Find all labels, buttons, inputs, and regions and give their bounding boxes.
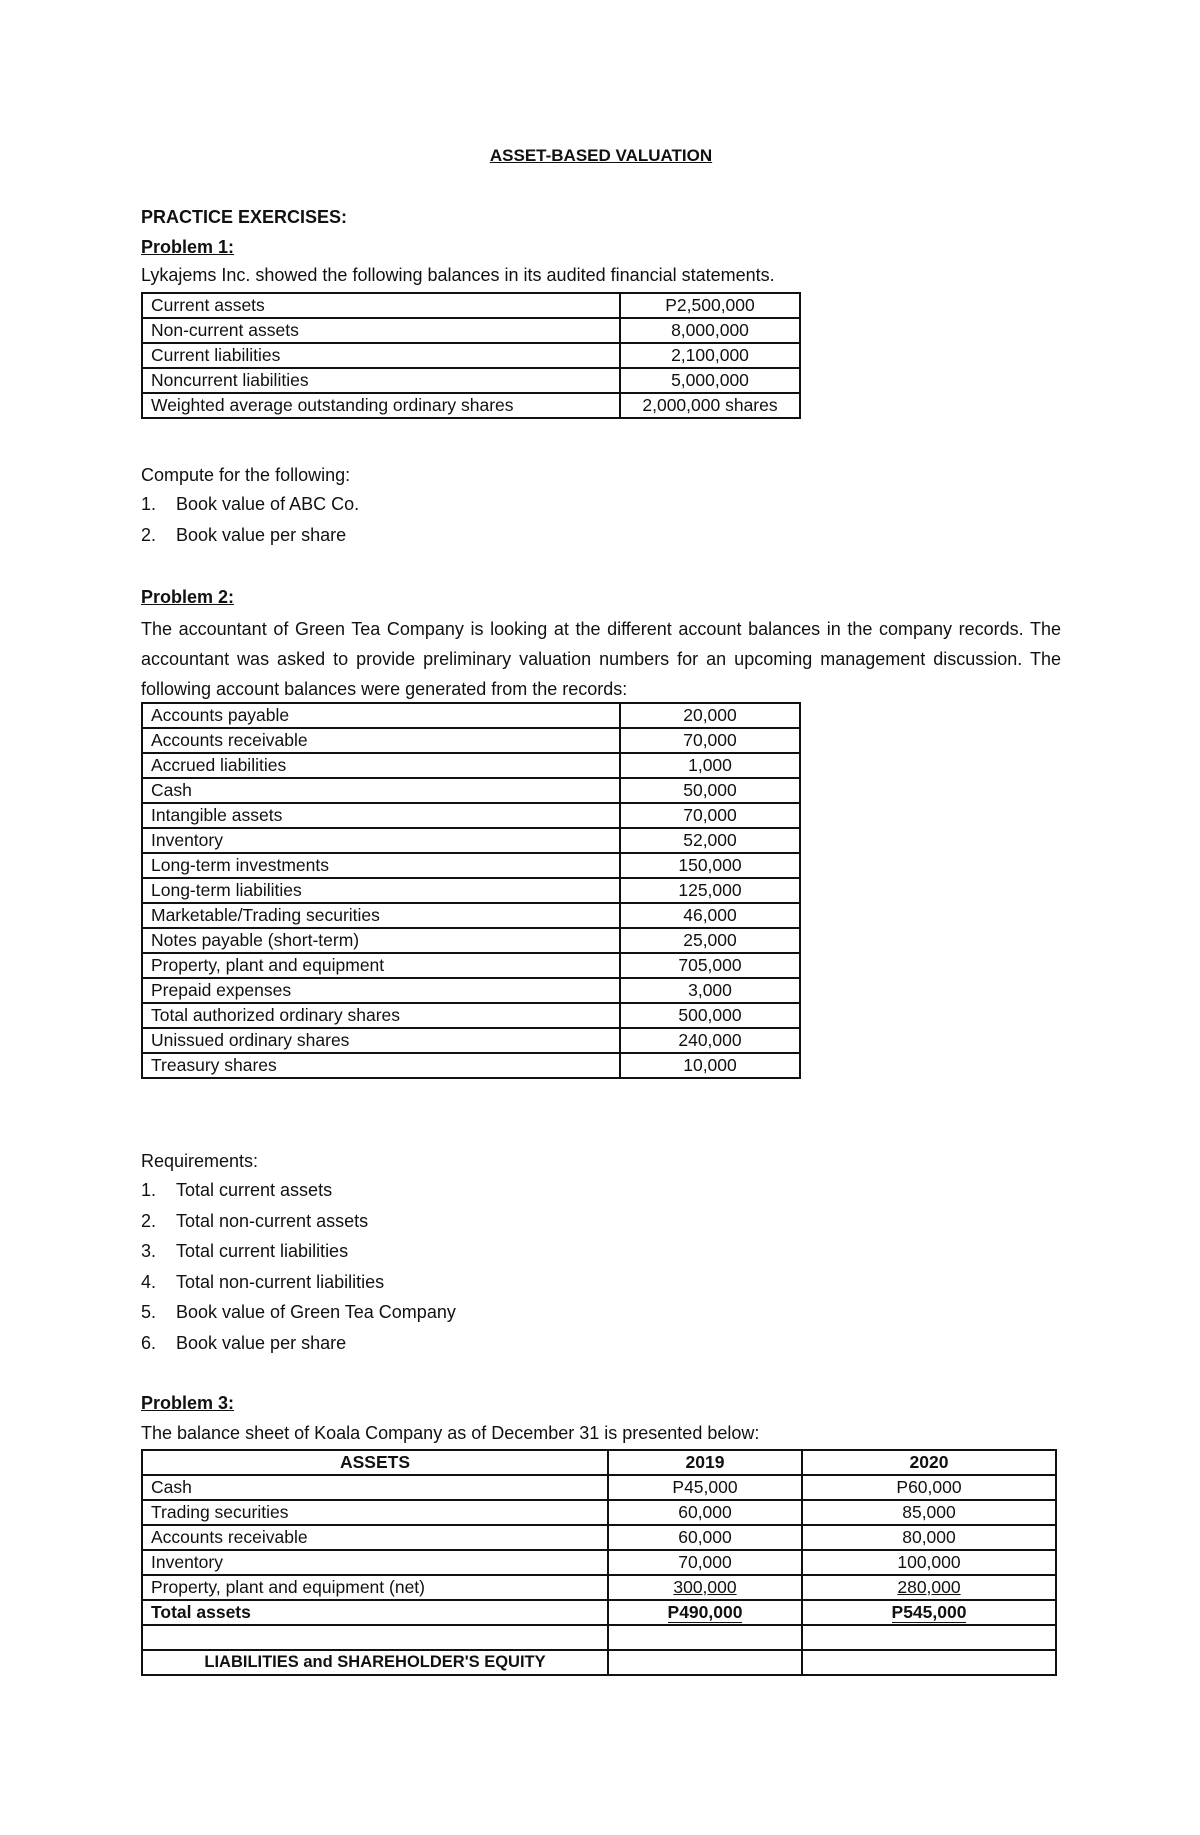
- table-row: Inventory 70,000 100,000: [142, 1550, 1056, 1575]
- table-row: Trading securities 60,000 85,000: [142, 1500, 1056, 1525]
- table-row: Inventory 52,000: [142, 828, 800, 853]
- year-2019-header: 2019: [608, 1450, 802, 1475]
- table-row: [142, 393, 800, 418]
- table-row: Prepaid expenses 3,000: [142, 978, 800, 1003]
- table-row: Intangible assets 70,000: [142, 803, 800, 828]
- problem1-intro: Lykajems Inc. showed the following balances in its audited financial statements.: [141, 265, 775, 285]
- list-item: 2. Book value per share: [141, 524, 347, 545]
- problem3-intro: The balance sheet of Koala Company as of December 31 is presented below:: [141, 1423, 760, 1443]
- problem2-table: [141, 702, 801, 1079]
- row-value: 8,000,000: [620, 318, 800, 343]
- table-row: Accounts receivable 70,000: [142, 728, 800, 753]
- liabilities-header-row: [142, 1650, 1056, 1675]
- problem1-list: [141, 489, 359, 550]
- problem2-intro: The accountant of Green Tea Company is looking at the different account balances in the company records. The accountant was asked to provide preliminary valuation numbers for an upcoming management discussion. The following account balances were generated from the records:: [141, 619, 1061, 699]
- row-value: 2,100,000: [620, 343, 800, 368]
- table-header-row: [142, 1450, 1056, 1475]
- list-item: 1. Total current assets: [141, 1180, 333, 1200]
- table-row: Cash 50,000: [142, 778, 800, 803]
- practice-label: PRACTICE EXERCISES:: [141, 207, 348, 227]
- row-value: 2,000,000 shares: [620, 393, 800, 418]
- table-row: Accounts payable 20,000: [142, 703, 800, 728]
- problem2-list: [141, 1175, 456, 1358]
- table-row: [142, 343, 800, 368]
- table-row: Accrued liabilities 1,000: [142, 753, 800, 778]
- problem1-table: [141, 292, 801, 419]
- list-item: 3. Total current liabilities: [141, 1241, 349, 1261]
- table-row: Unissued ordinary shares 240,000: [142, 1028, 800, 1053]
- problem3-heading: Problem 3:: [141, 1393, 235, 1413]
- row-label: Weighted average outstanding ordinary shares: [142, 393, 620, 418]
- table-row: Long-term liabilities 125,000: [142, 878, 800, 903]
- balance-sheet-table: [141, 1449, 1057, 1676]
- problem1-heading: Problem 1:: [141, 237, 235, 257]
- blank-row: [142, 1625, 1056, 1650]
- document-title: ASSET-BASED VALUATION: [489, 146, 713, 165]
- table-row: Total authorized ordinary shares 500,000: [142, 1003, 800, 1028]
- table-row: Property, plant and equipment 705,000: [142, 953, 800, 978]
- table-row: Accounts receivable 60,000 80,000: [142, 1525, 1056, 1550]
- compute-label: Compute for the following:: [141, 465, 351, 485]
- table-row: Property, plant and equipment (net) 300,000 280,000: [142, 1575, 1056, 1600]
- list-item: 4. Total non-current liabilities: [141, 1271, 385, 1292]
- table-row: Cash P45,000 P60,000: [142, 1475, 1056, 1500]
- liabilities-header: LIABILITIES and SHAREHOLDER'S EQUITY: [142, 1650, 608, 1675]
- table-row: [142, 293, 800, 318]
- list-item: 6. Book value per share: [141, 1332, 347, 1353]
- table-row: [142, 318, 800, 343]
- table-row: Notes payable (short-term) 25,000: [142, 928, 800, 953]
- list-item: 1. Book value of ABC Co.: [141, 494, 360, 514]
- list-item: 2. Total non-current assets: [141, 1210, 369, 1231]
- problem2-heading: Problem 2:: [141, 587, 235, 607]
- list-item: 5. Book value of Green Tea Company: [141, 1302, 456, 1322]
- table-row: Marketable/Trading securities 46,000: [142, 903, 800, 928]
- row-value: 5,000,000: [620, 368, 800, 393]
- row-label: Non-current assets: [142, 318, 620, 343]
- requirements-label: Requirements:: [141, 1151, 259, 1171]
- table-row: Treasury shares 10,000: [142, 1053, 800, 1078]
- row-label: Current liabilities: [142, 343, 620, 368]
- row-label: Noncurrent liabilities: [142, 368, 620, 393]
- assets-header: ASSETS: [142, 1450, 608, 1475]
- total-row: Total assets P490,000 P545,000: [142, 1600, 1056, 1625]
- table-row: Long-term investments 150,000: [142, 853, 800, 878]
- row-label: Current assets: [142, 293, 620, 318]
- table-row: [142, 368, 800, 393]
- year-2020-header: 2020: [802, 1450, 1056, 1475]
- row-value: P2,500,000: [620, 293, 800, 318]
